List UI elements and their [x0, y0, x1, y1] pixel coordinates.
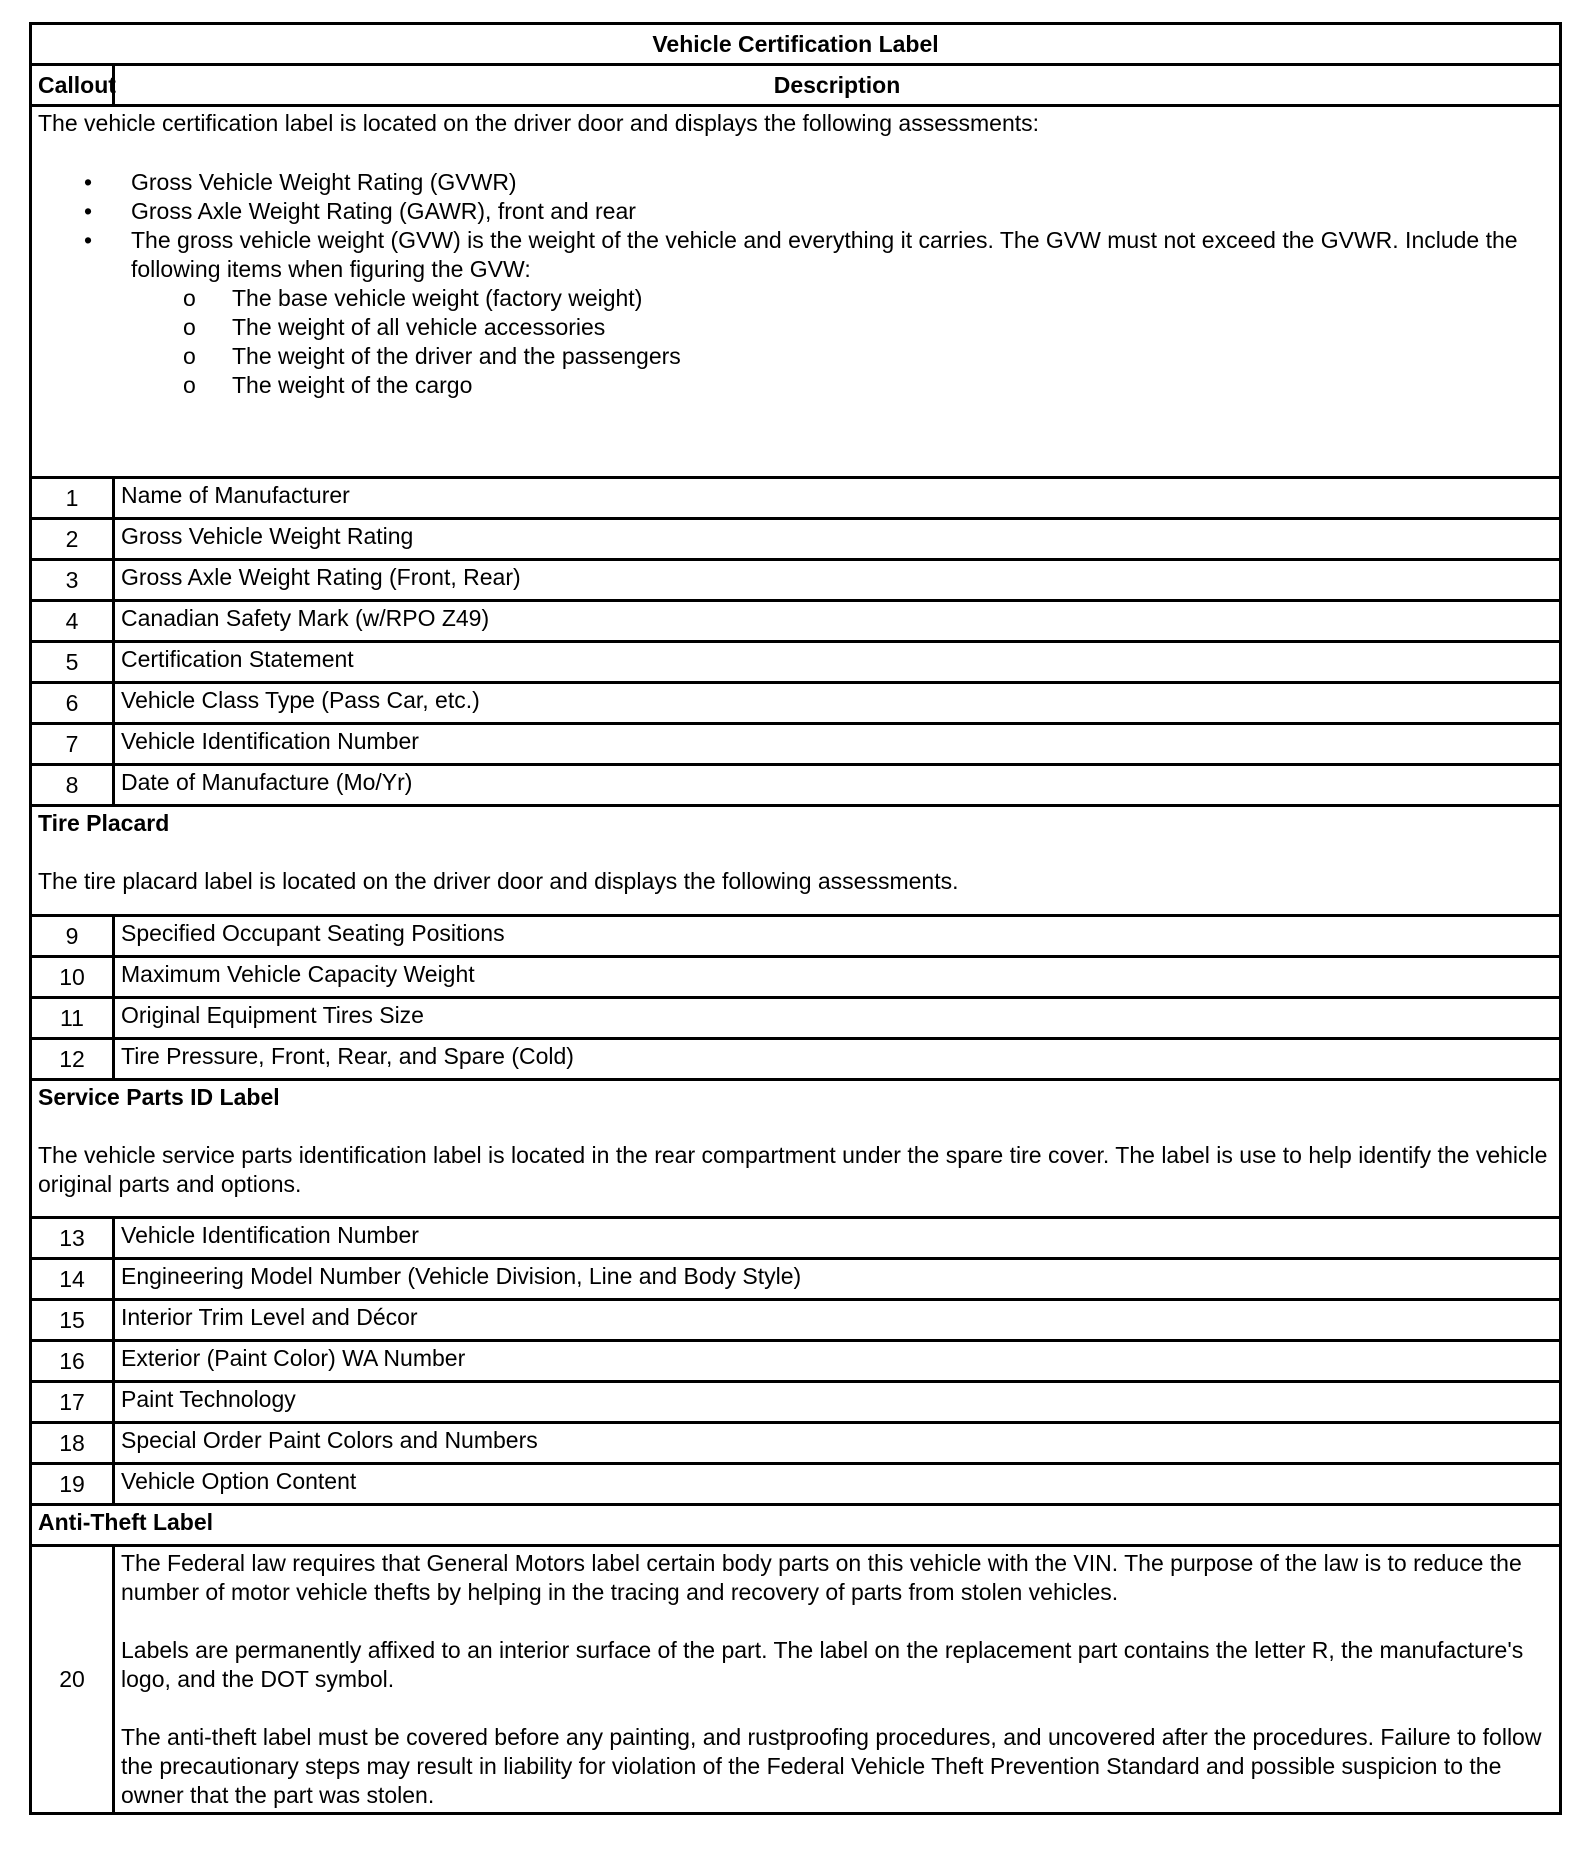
callout-number: 10 — [31, 957, 114, 998]
callout-number: 14 — [31, 1259, 114, 1300]
callout-description: Maximum Vehicle Capacity Weight — [114, 957, 1561, 998]
table-row — [31, 683, 1561, 724]
callout-description: Gross Axle Weight Rating (Front, Rear) — [114, 560, 1561, 601]
vehicle-certification-table — [29, 22, 1562, 1815]
table-row — [31, 642, 1561, 683]
callout-header: Callout — [31, 65, 114, 106]
callout-description: Date of Manufacture (Mo/Yr) — [114, 765, 1561, 806]
table-row — [31, 957, 1561, 998]
callout-number: 19 — [31, 1464, 114, 1505]
list-item: • Gross Vehicle Weight Rating (GVWR) — [38, 168, 1553, 197]
callout-description: Interior Trim Level and Décor — [114, 1300, 1561, 1341]
callout-description: Paint Technology — [114, 1382, 1561, 1423]
callout-number: 15 — [31, 1300, 114, 1341]
table-row — [31, 765, 1561, 806]
section-text: The tire placard label is located on the driver door and displays the following assessments. — [38, 868, 959, 894]
table-row — [31, 519, 1561, 560]
intro-text: The vehicle certification label is located on the driver door and displays the following assessments: — [38, 110, 1040, 136]
callout-number: 13 — [31, 1218, 114, 1259]
section-text: The vehicle service parts identification label is located in the rear compartment under the spare tire cover. The label is use to help identify the vehicle original parts and options. — [38, 1142, 1548, 1197]
table-row — [31, 1300, 1561, 1341]
table-row — [31, 1423, 1561, 1464]
section-title: Tire Placard — [38, 810, 170, 836]
callout-number: 8 — [31, 765, 114, 806]
table-row — [31, 560, 1561, 601]
list-item: • Gross Axle Weight Rating (GAWR), front and rear — [38, 197, 1553, 226]
intro-cell — [31, 106, 1561, 478]
callout-description: Special Order Paint Colors and Numbers — [114, 1423, 1561, 1464]
table-row — [31, 478, 1561, 519]
table-row — [31, 1341, 1561, 1382]
table-row — [31, 998, 1561, 1039]
callout-description: Engineering Model Number (Vehicle Division, Line and Body Style) — [114, 1259, 1561, 1300]
callout-description: Vehicle Class Type (Pass Car, etc.) — [114, 683, 1561, 724]
callout-number: 11 — [31, 998, 114, 1039]
callout-description: Original Equipment Tires Size — [114, 998, 1561, 1039]
callout-number: 18 — [31, 1423, 114, 1464]
callout-number: 1 — [31, 478, 114, 519]
callout-number: 5 — [31, 642, 114, 683]
section-title: Service Parts ID Label — [38, 1084, 280, 1110]
callout-description: Vehicle Identification Number — [114, 724, 1561, 765]
callout-number: 7 — [31, 724, 114, 765]
description-header: Description — [114, 65, 1561, 106]
callout-description: Exterior (Paint Color) WA Number — [114, 1341, 1561, 1382]
table-title: Vehicle Certification Label — [31, 24, 1561, 65]
callout-description: Name of Manufacturer — [114, 478, 1561, 519]
callout-number: 4 — [31, 601, 114, 642]
tire-placard-section — [31, 806, 1561, 916]
sub-list-item: o The weight of the driver and the passengers — [131, 342, 1553, 371]
callout-description: Certification Statement — [114, 642, 1561, 683]
table-row — [31, 1218, 1561, 1259]
gvw-sub-list — [131, 284, 1553, 400]
sub-list-item: o The weight of the cargo — [131, 371, 1553, 400]
anti-theft-description — [114, 1546, 1561, 1814]
callout-description: Vehicle Option Content — [114, 1464, 1561, 1505]
callout-number: 12 — [31, 1039, 114, 1080]
anti-theft-paragraph: The anti-theft label must be covered before any painting, and rustproofing procedures, and uncovered after the procedures. Failure to follow the precautionary steps may result in liability for violation of the Federal Vehicle Theft Prevention Standard and possible suspicion to the owner that the part was stolen. — [121, 1724, 1542, 1808]
callout-number: 16 — [31, 1341, 114, 1382]
intro-bullet-list — [38, 168, 1553, 400]
anti-theft-paragraph: Labels are permanently affixed to an interior surface of the part. The label on the replacement part contains the letter R, the manufacture's logo, and the DOT symbol. — [121, 1637, 1524, 1692]
table-row — [31, 1039, 1561, 1080]
callout-description: Tire Pressure, Front, Rear, and Spare (Cold) — [114, 1039, 1561, 1080]
service-parts-section — [31, 1080, 1561, 1218]
table-row — [31, 724, 1561, 765]
table-row — [31, 601, 1561, 642]
list-item — [38, 226, 1553, 400]
table-row — [31, 1382, 1561, 1423]
callout-description: Specified Occupant Seating Positions — [114, 916, 1561, 957]
sub-list-item: o The base vehicle weight (factory weight) — [131, 284, 1553, 313]
callout-description: Canadian Safety Mark (w/RPO Z49) — [114, 601, 1561, 642]
table-row — [31, 916, 1561, 957]
anti-theft-title: Anti-Theft Label — [31, 1505, 1561, 1546]
sub-list-item: o The weight of all vehicle accessories — [131, 313, 1553, 342]
gvw-bullet-text: The gross vehicle weight (GVW) is the weight of the vehicle and everything it carries. The GVW must not exceed the GVWR. Include the following items when figuring the GVW: — [131, 227, 1518, 282]
callout-number: 17 — [31, 1382, 114, 1423]
callout-number: 20 — [31, 1546, 114, 1814]
callout-number: 2 — [31, 519, 114, 560]
callout-number: 3 — [31, 560, 114, 601]
callout-description: Vehicle Identification Number — [114, 1218, 1561, 1259]
callout-description: Gross Vehicle Weight Rating — [114, 519, 1561, 560]
callout-number: 9 — [31, 916, 114, 957]
table-row — [31, 1464, 1561, 1505]
anti-theft-paragraph: The Federal law requires that General Motors label certain body parts on this vehicle with the VIN. The purpose of the law is to reduce the number of motor vehicle thefts by helping in the tracing and recovery of parts from stolen vehicles. — [121, 1550, 1522, 1605]
table-row — [31, 1259, 1561, 1300]
callout-number: 6 — [31, 683, 114, 724]
